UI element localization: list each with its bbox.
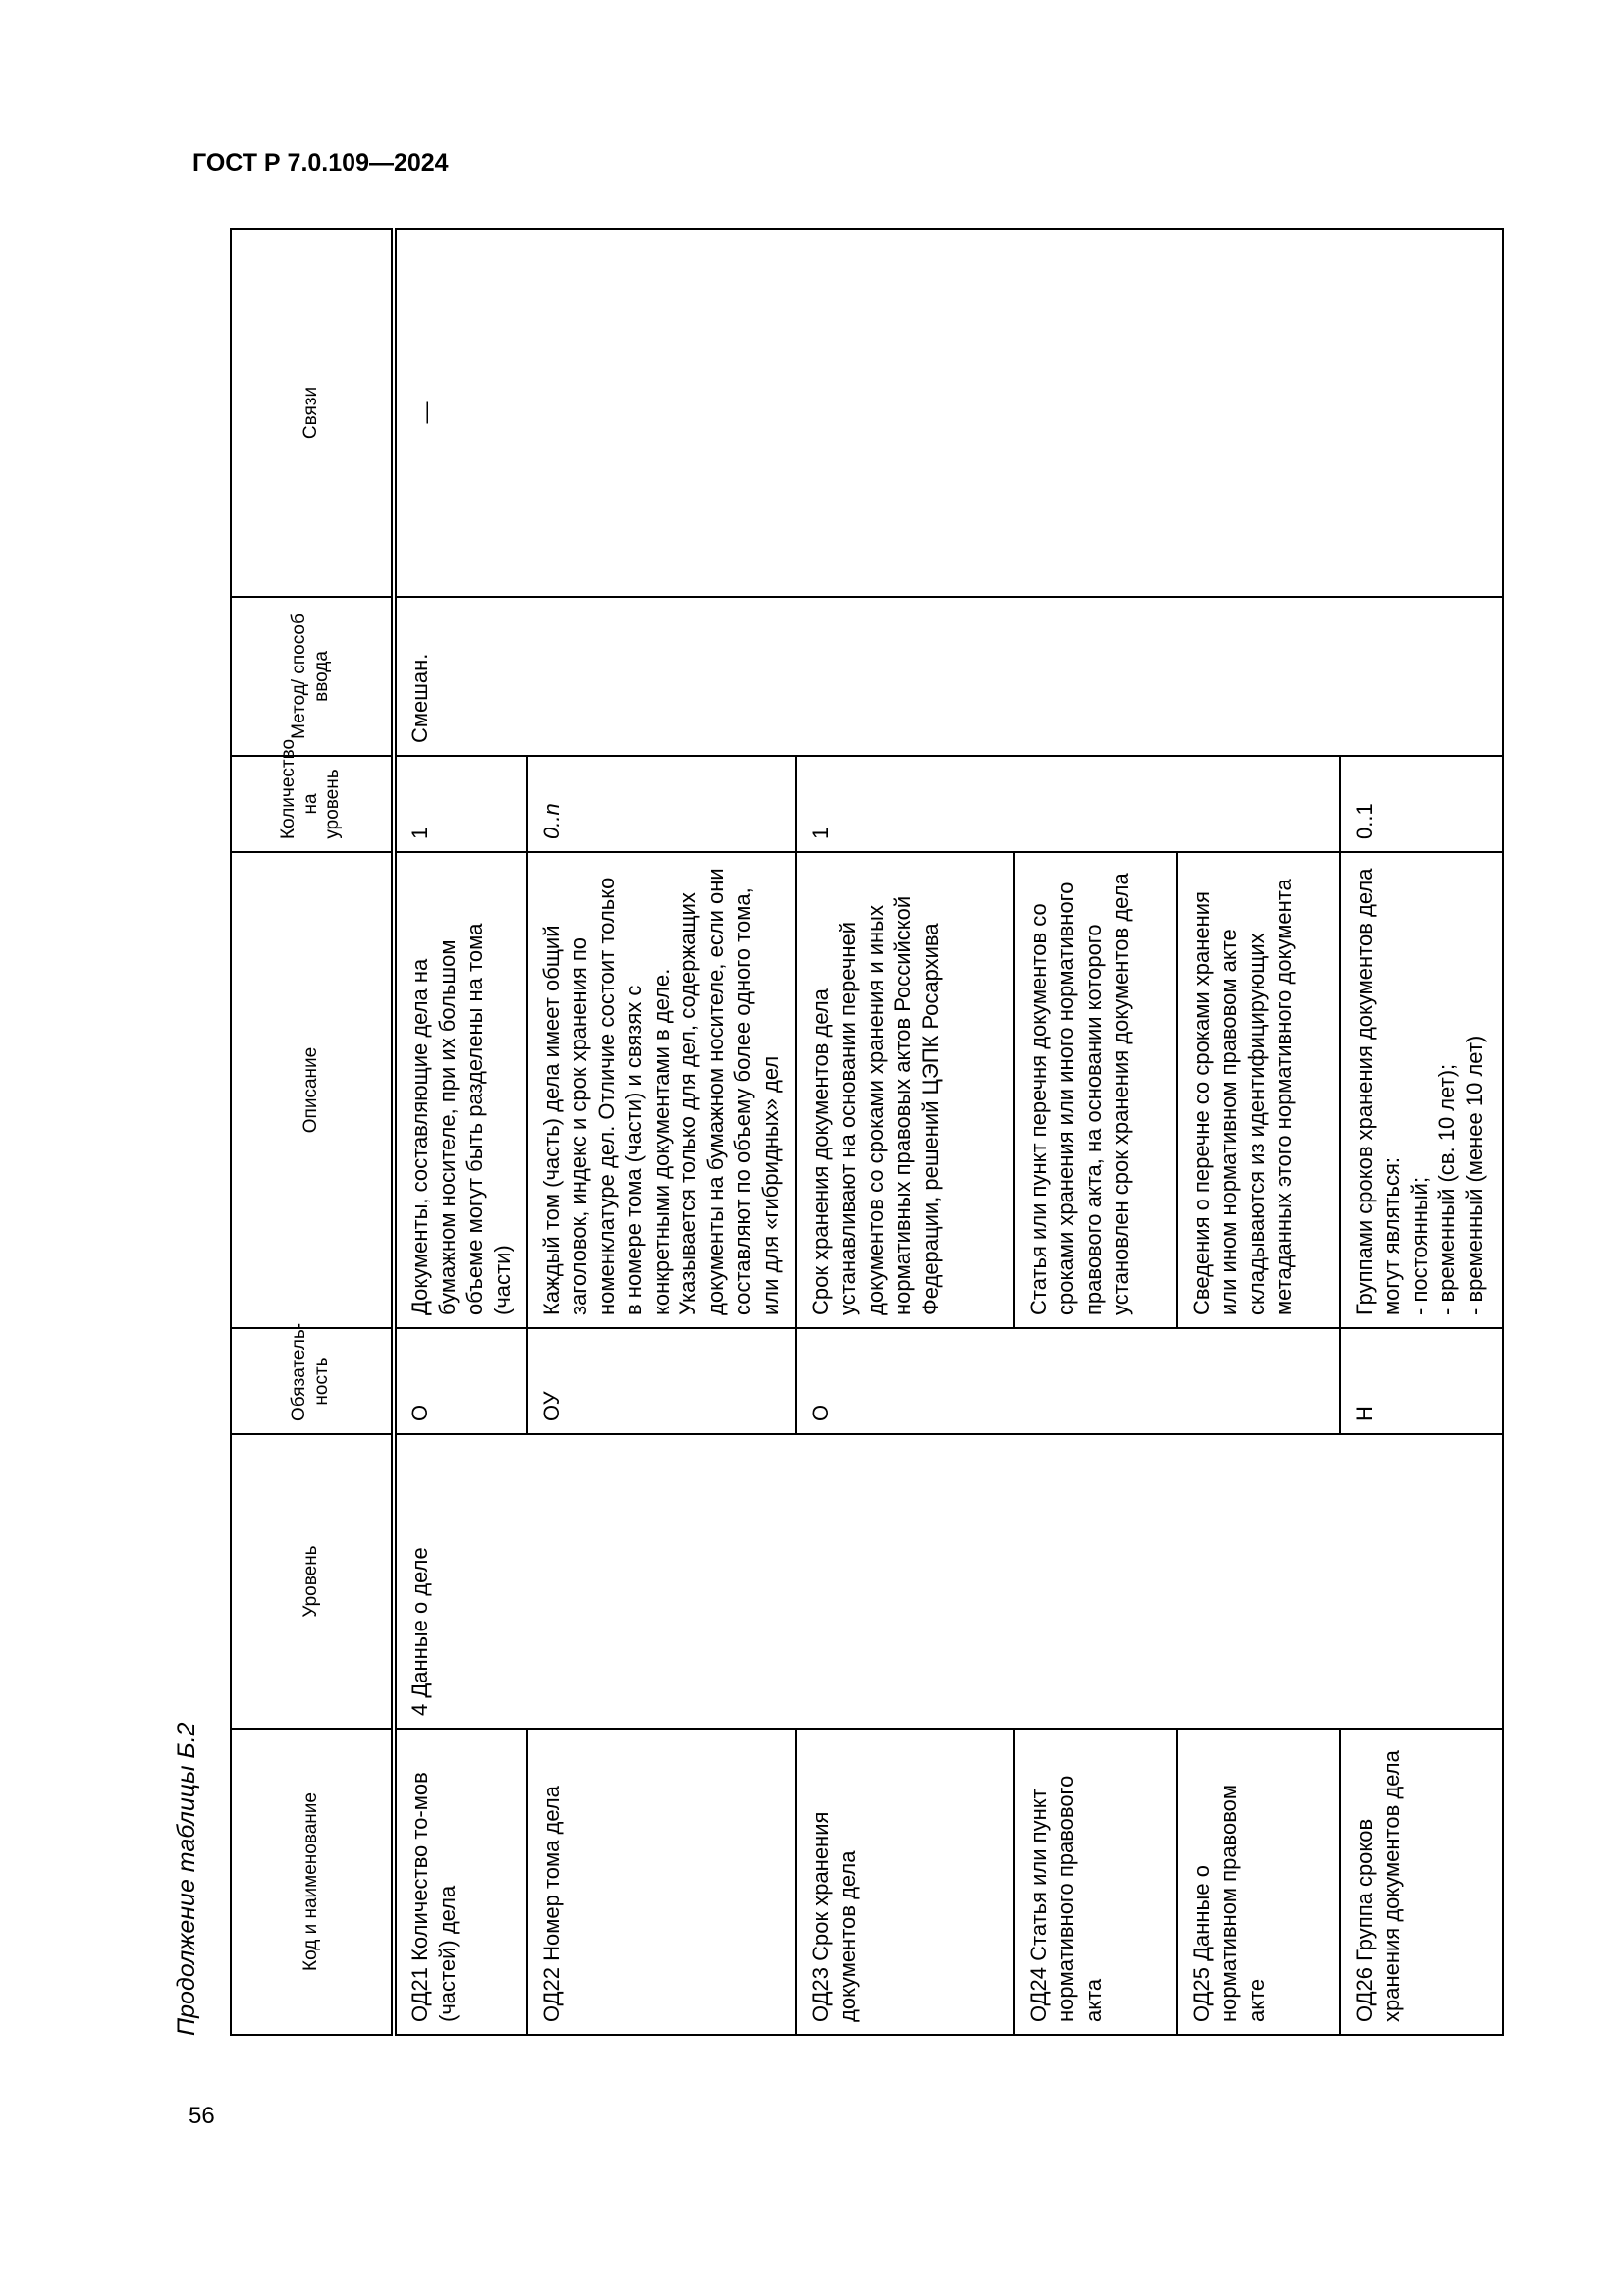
cell-mandatory: Н [1340,1328,1503,1434]
cell-description: Срок хранения документов дела устанавливают на основании перечней документов со сроками хранения и иных нормативных правовых актов Российской Федерации, решений ЦЭПК Росархива [796,852,1014,1328]
cell-mandatory: О [796,1328,1340,1434]
cell-code: ОД21 Количество то-мов (частей) дела [394,1729,527,2035]
cell-description: Каждый том (часть) дела имеет общий заголовок, индекс и срок хранения по номенклатуре дел. Отличие состоит только в номере тома (части) и связях с конкретными документами в деле. Указывается только для дел, содержащих документы на бумажном носителе, если они составляют по объему более одного тома, или для «гибридных» дел [527,852,796,1328]
list-item: - временный (св. 10 лет); [1434,1063,1459,1315]
table-row [394,229,527,2035]
quantity-value: 0..n [538,803,564,839]
cell-code: ОД22 Номер тома дела [527,1729,796,2035]
cell-code: ОД25 Данные о нормативном правовом акте [1177,1729,1340,2035]
list-item: - постоянный; [1406,1176,1432,1315]
table-caption: Продолжение таблицы Б.2 [173,1722,200,2036]
list-item: - временный (менее 10 лет) [1461,1035,1487,1315]
header-level: Уровень [231,1434,394,1729]
cell-description: Статья или пункт перечня документов со сроками хранения или иного нормативного правового акта, на основании которого установлен срок хранения документов дела [1014,852,1177,1328]
cell-mandatory: ОУ [527,1328,796,1434]
description-intro: Группами сроков хранения документов дела могут являться: [1351,868,1404,1315]
document-header: ГОСТ Р 7.0.109—2024 [192,149,449,177]
links-dash: — [413,401,438,424]
cell-quantity: 0..1 [1340,756,1503,852]
cell-description: Сведения о перечне со сроками хранения или ином нормативном правовом акте складываются из идентифицирующих метаданных этого нормативного документа [1177,852,1340,1328]
header-code: Код и наименование [231,1729,394,2035]
header-method: Метод/ способ ввода [231,597,394,756]
header-mandatory: Обязатель-ность [231,1328,394,1434]
cell-links [394,229,1503,597]
header-description: Описание [231,852,394,1328]
table-header-row [231,229,394,2035]
cell-level: 4 Данные о деле [394,1434,1503,1729]
header-links: Связи [231,229,394,597]
cell-mandatory: О [394,1328,527,1434]
cell-description: Документы, составляющие дела на бумажном носителе, при их большом объеме могут быть разделены на тома (части) [394,852,527,1328]
cell-quantity [527,756,796,852]
cell-method: Смешан. [394,597,1503,756]
rotated-table-sheet [143,220,1487,2048]
cell-code: ОД23 Срок хранения документов дела [796,1729,1014,2035]
page-number: 56 [189,2103,215,2129]
metadata-table [230,228,1504,2036]
cell-code: ОД26 Группа сроков хранения документов дела [1340,1729,1503,2035]
cell-code: ОД24 Статья или пункт нормативного правового акта [1014,1729,1177,2035]
cell-description [1340,852,1503,1328]
cell-quantity: 1 [394,756,527,852]
header-quantity: Количество на уровень [231,756,394,852]
cell-quantity: 1 [796,756,1340,852]
